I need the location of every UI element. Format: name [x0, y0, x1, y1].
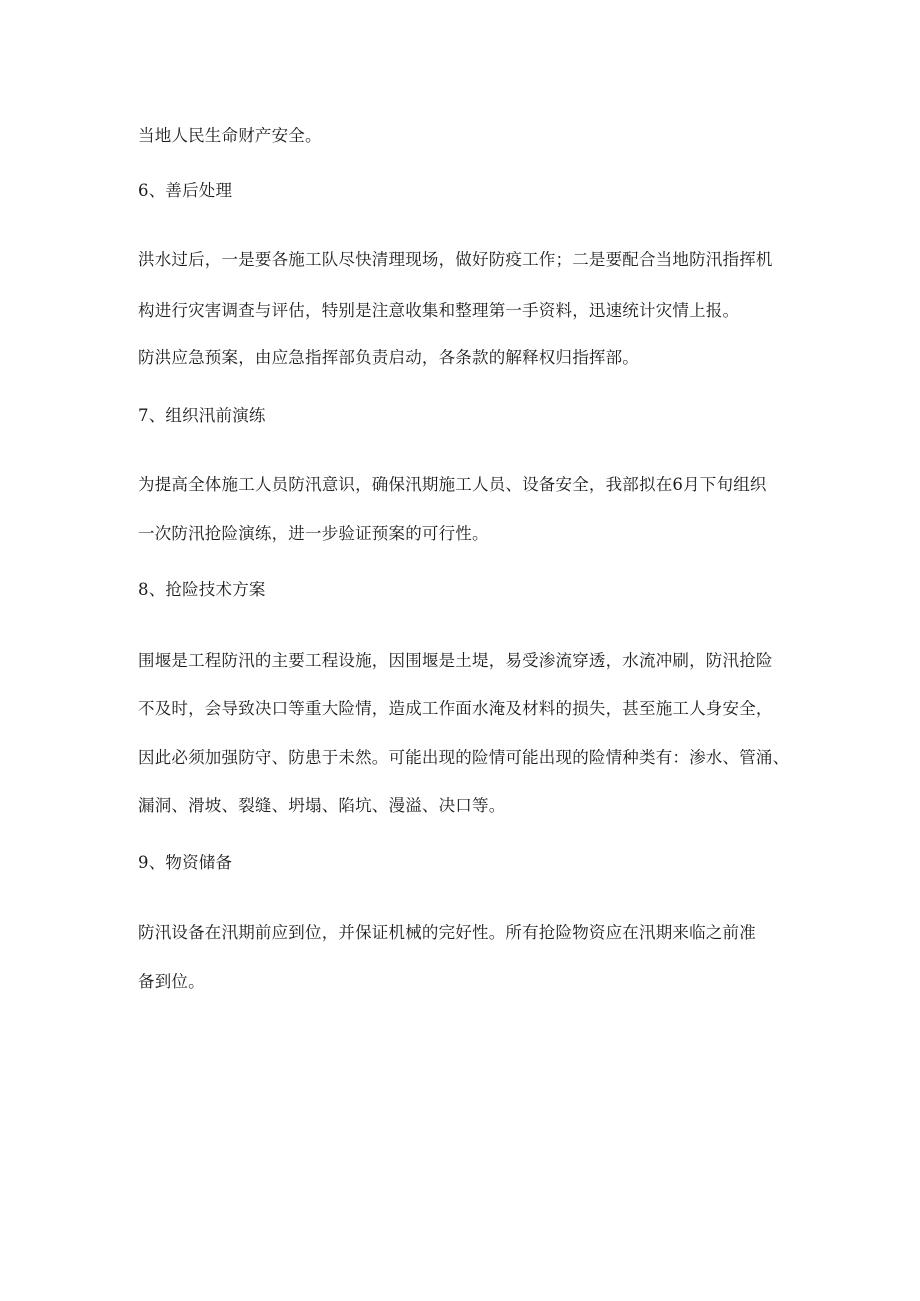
section-6-line-3: 防洪应急预案，由应急指挥部负责启动，各条款的解释权归指挥部。 — [138, 348, 639, 367]
section-9-line-2: 备到位。 — [138, 972, 205, 991]
section-7-line-2: 一次防汛抢险演练，进一步验证预案的可行性。 — [138, 524, 489, 543]
section-9-heading: 9、物资储备 — [138, 853, 233, 872]
section-9-line-1: 防汛设备在汛期前应到位，并保证机械的完好性。所有抢险物资应在汛期来临之前准 — [138, 923, 756, 942]
section-8-line-2: 不及时，会导致决口等重大险情，造成工作面水淹及材料的损失，甚至施工人身安全， — [138, 699, 773, 718]
section-8-line-1: 围堰是工程防汛的主要工程设施，因围堰是土堤，易受渗流穿透，水流冲刷，防汛抢险 — [138, 651, 773, 670]
intro-tail-text: 当地人民生命财产安全。 — [138, 126, 322, 145]
section-7-line-1: 为提高全体施工人员防汛意识，确保汛期施工人员、设备安全，我部拟在6月下旬组织 — [138, 475, 767, 494]
section-7-heading: 7、组织汛前演练 — [138, 406, 266, 425]
section-6-line-2: 构进行灾害调查与评估，特别是注意收集和整理第一手资料，迅速统计灾情上报。 — [138, 301, 740, 320]
section-8-heading: 8、抢险技术方案 — [138, 580, 266, 599]
section-6-line-1: 洪水过后，一是要各施工队尽快清理现场，做好防疫工作；二是要配合当地防汛指挥机 — [138, 250, 773, 269]
section-8-line-3: 因此必须加强防守、防患于未然。可能出现的险情可能出现的险情种类有：渗水、管涌、 — [138, 748, 790, 767]
section-6-heading: 6、善后处理 — [138, 181, 233, 200]
section-8-line-4: 漏洞、滑坡、裂缝、坍塌、陷坑、漫溢、决口等。 — [138, 796, 506, 815]
